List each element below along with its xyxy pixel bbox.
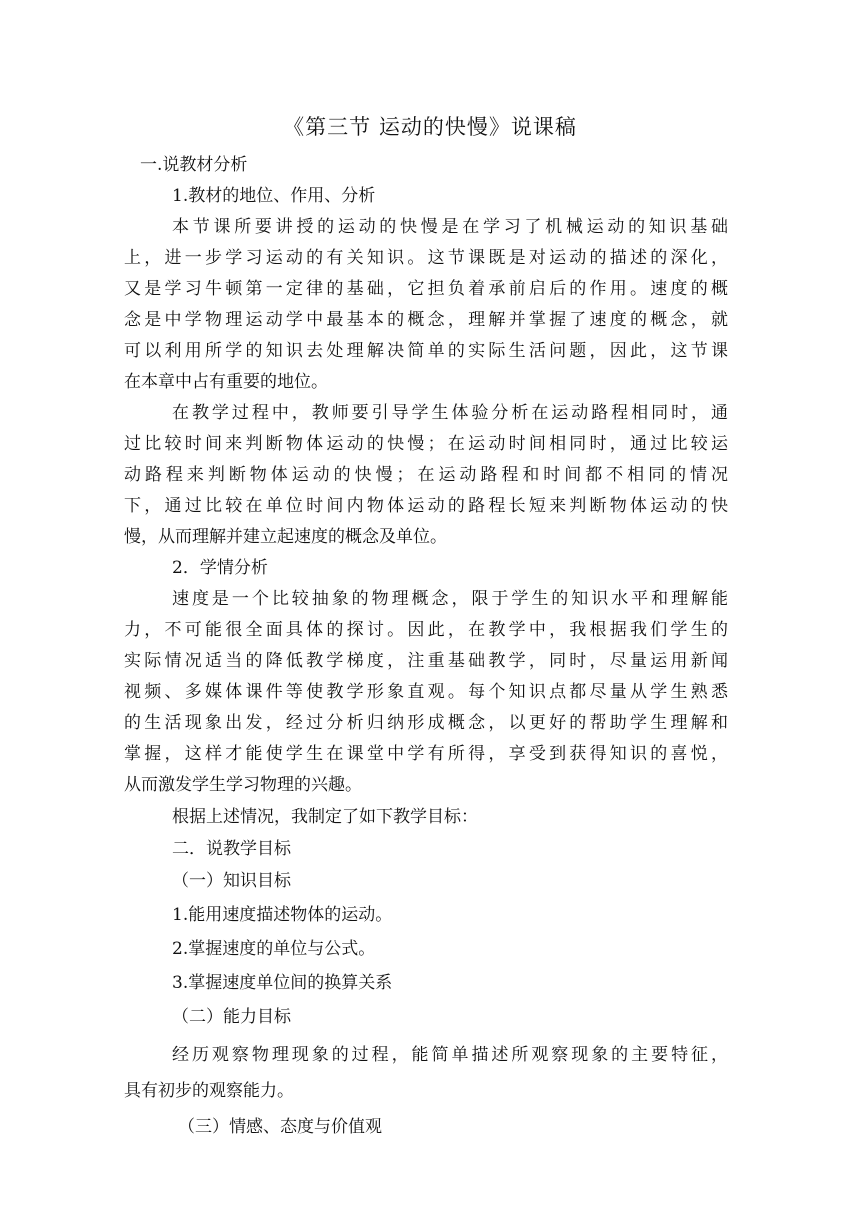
paragraph-line: 本节课所要讲授的运动的快慢是在学习了机械运动的知识基础 — [172, 217, 728, 237]
paragraph-line: 念是中学物理运动学中最基本的概念，理解并掌握了速度的概念，就 — [124, 310, 728, 330]
paragraph-line: 可以利用所学的知识去处理解决简单的实际生活问题，因此，这节课 — [124, 341, 728, 361]
paragraph-line: 掌握，这样才能使学生在课堂中学有所得，享受到获得知识的喜悦， — [124, 744, 728, 764]
paragraph-line: 在本章中占有重要的地位。 — [124, 372, 328, 392]
paragraph-line: 慢，从而理解并建立起速度的概念及单位。 — [124, 527, 447, 547]
paragraph-line: 上，进一步学习运动的有关知识。这节课既是对运动的描述的深化， — [124, 248, 728, 268]
section-heading: 一.说教材分析 — [140, 155, 248, 175]
paragraph-line: 又是学习牛顿第一定律的基础，它担负着承前启后的作用。速度的概 — [124, 279, 728, 299]
subsection-heading: （一）知识目标 — [172, 871, 291, 891]
paragraph-line: 过比较时间来判断物体运动的快慢；在运动时间相同时，通过比较运 — [124, 434, 728, 454]
paragraph-line: 从而激发学生学习物理的兴趣。 — [124, 775, 362, 795]
document-title: 《第三节 运动的快慢》说课稿 — [283, 115, 577, 139]
list-item: 3.掌握速度单位间的换算关系 — [172, 973, 393, 993]
paragraph-line: 视频、多媒体课件等使教学形象直观。每个知识点都尽量从学生熟悉 — [124, 682, 728, 702]
paragraph-line: 速度是一个比较抽象的物理概念，限于学生的知识水平和理解能 — [172, 589, 728, 609]
section-heading: 二．说教学目标 — [172, 839, 291, 859]
paragraph-line: 的生活现象出发，经过分析归纳形成概念，以更好的帮助学生理解和 — [124, 713, 728, 733]
paragraph-line: 具有初步的观察能力。 — [124, 1081, 294, 1101]
paragraph-line: 下，通过比较在单位时间内物体运动的路程长短来判断物体运动的快 — [124, 496, 728, 516]
paragraph-line: 实际情况适当的降低教学梯度，注重基础教学，同时，尽量运用新闻 — [124, 651, 728, 671]
list-item: 1.能用速度描述物体的运动。 — [172, 905, 393, 925]
subsection-heading: 1.教材的地位、作用、分析 — [172, 186, 376, 206]
subsection-heading: （二）能力目标 — [172, 1007, 291, 1027]
subsection-heading: 2．学情分析 — [172, 558, 268, 578]
paragraph-line: 动路程来判断物体运动的快慢；在运动路程和时间都不相同的情况 — [124, 465, 728, 485]
list-item: 2.掌握速度的单位与公式。 — [172, 939, 376, 959]
paragraph-line: 在教学过程中，教师要引导学生体验分析在运动路程相同时，通 — [172, 403, 728, 423]
subsection-heading: （三）情感、态度与价值观 — [178, 1117, 382, 1137]
paragraph-line: 根据上述情况，我制定了如下教学目标： — [172, 807, 478, 827]
paragraph-line: 经历观察物理现象的过程，能简单描述所观察现象的主要特征， — [172, 1045, 728, 1065]
paragraph-line: 力，不可能很全面具体的探讨。因此，在教学中，我根据我们学生的 — [124, 620, 728, 640]
